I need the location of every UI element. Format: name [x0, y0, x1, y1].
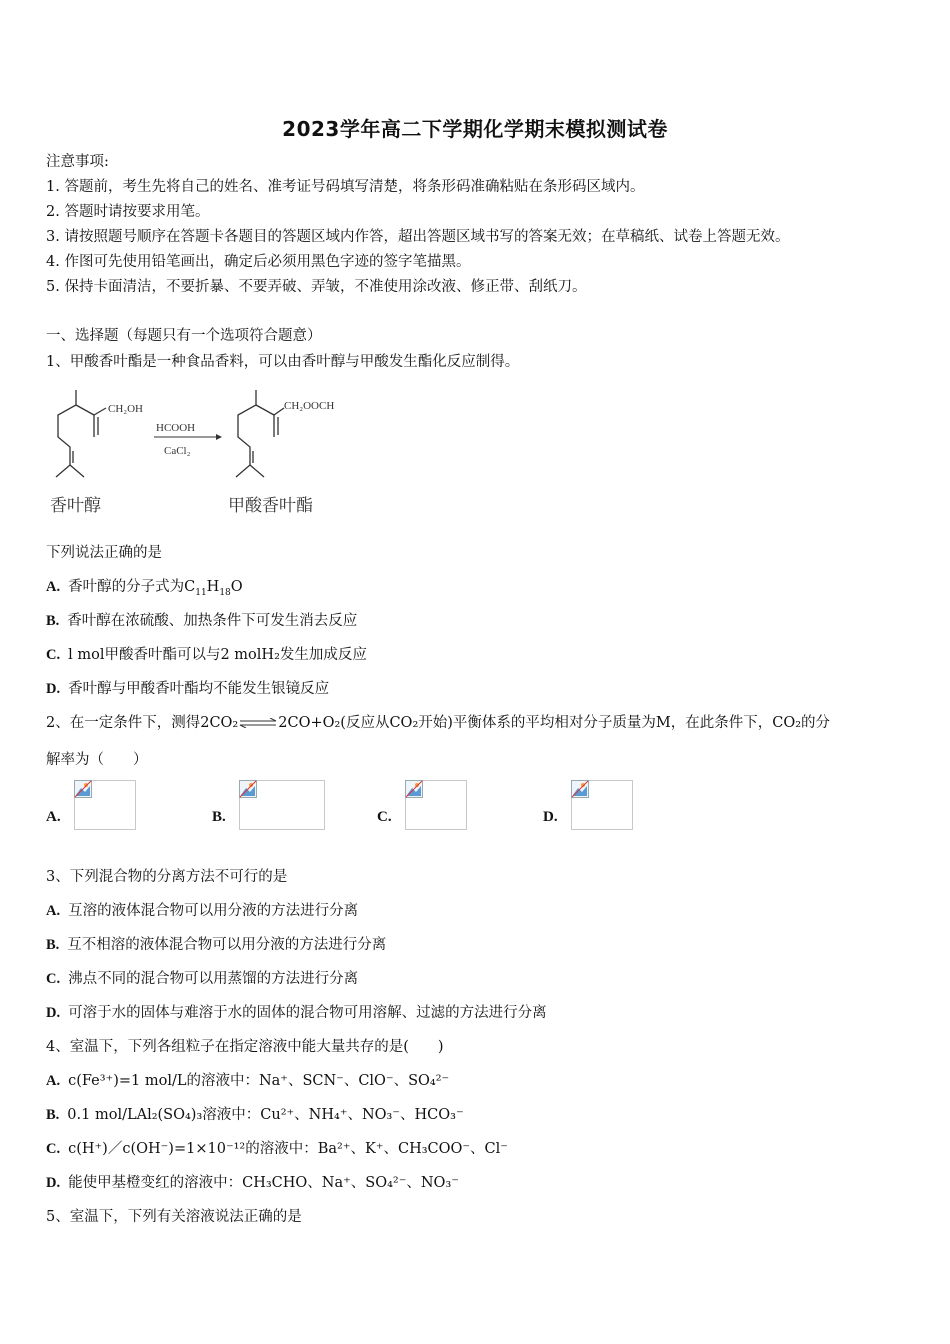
option-text: 香叶醇与甲酸香叶酯均不能发生银镜反应 [68, 681, 330, 697]
q4-option-d [46, 1173, 459, 1193]
option-label: C. [46, 647, 61, 663]
q1-option-c [46, 645, 367, 665]
q2-stem [46, 713, 830, 733]
broken-image-icon [74, 780, 92, 798]
q1-option-a [46, 577, 243, 597]
notice-item: 4. 作图可先使用铅笔画出，确定后必须用黑色字迹的签字笔描黑。 [46, 254, 471, 270]
q5-stem: 5、室温下，下列有关溶液说法正确的是 [46, 1209, 302, 1225]
q2-stem-part: 2CO+O₂(反应从CO₂开始)平衡体系的平均相对分子质量为M，在此条件下，CO₂的分 [278, 715, 831, 731]
option-label: D. [46, 1005, 61, 1021]
notice-heading: 注意事项: [46, 154, 109, 170]
q2-option-c-label: C. [377, 809, 392, 825]
reactant-name: 香叶醇 [50, 496, 101, 516]
option-text: 可溶于水的固体与难溶于水的固体的混合物可用溶解、过滤的方法进行分离 [68, 1005, 547, 1021]
option-text: 互溶的液体混合物可以用分液的方法进行分离 [68, 903, 359, 919]
product-name: 甲酸香叶酯 [228, 496, 313, 516]
q3-option-c [46, 969, 358, 989]
option-label: D. [46, 1175, 61, 1191]
q2-stem-part: 2、在一定条件下，测得2CO₂ [46, 715, 239, 731]
reaction-arrowhead [216, 434, 222, 440]
q3-option-d [46, 1003, 547, 1023]
option-text: l mol甲酸香叶酯可以与2 molH₂发生加成反应 [68, 647, 367, 663]
q4-option-b [46, 1105, 464, 1125]
option-text: 沸点不同的混合物可以用蒸馏的方法进行分离 [68, 971, 359, 987]
option-label: C. [46, 1141, 61, 1157]
q2-option-d-label: D. [543, 809, 558, 825]
option-label: B. [46, 937, 60, 953]
option-text: c(H⁺)／c(OH⁻)=1×10⁻¹²的溶液中：Ba²⁺、K⁺、CH₃COO⁻、Cl⁻ [68, 1141, 508, 1157]
option-label: B. [46, 613, 60, 629]
broken-image-icon [239, 780, 257, 798]
notice-item: 5. 保持卡面清洁，不要折暴、不要弄破、弄皱，不准使用涂改液、修正带、刮纸刀。 [46, 279, 587, 295]
notice-item: 2. 答题时请按要求用笔。 [46, 204, 210, 220]
q2-option-c-image [405, 780, 467, 830]
notice-item: 3. 请按照题号顺序在答题卡各题目的答题区域内作答，超出答题区域书写的答案无效；在草稿纸、试卷上答题无效。 [46, 229, 790, 245]
option-label: B. [46, 1107, 60, 1123]
formula: $C_{11}H_{18}O$ [184, 579, 243, 598]
reaction-diagram [46, 385, 366, 485]
option-text: c(Fe³⁺)=1 mol/L的溶液中：Na⁺、SCN⁻、ClO⁻、SO₄²⁻ [68, 1073, 450, 1089]
reactant-group: CH₂OH [108, 403, 144, 415]
equilibrium-arrow [238, 718, 278, 728]
q3-stem: 3、下列混合物的分离方法不可行的是 [46, 869, 288, 885]
q3-option-a [46, 901, 358, 921]
q1-stem: 1、甲酸香叶酯是一种食品香料，可以由香叶醇与甲酸发生酯化反应制得。 [46, 354, 520, 370]
option-text: 0.1 mol/LAl₂(SO₄)₃溶液中：Cu²⁺、NH₄⁺、NO₃⁻、HCO₃⁻ [67, 1107, 464, 1123]
broken-image-icon [571, 780, 589, 798]
q2-option-d-image [571, 780, 633, 830]
option-text: 能使甲基橙变红的溶液中：CH₃CHO、Na⁺、SO₄²⁻、NO₃⁻ [68, 1175, 459, 1191]
q4-option-a [46, 1071, 449, 1091]
geraniol-structure [56, 390, 106, 477]
q3-option-b [46, 935, 386, 955]
q1-option-b [46, 611, 357, 631]
product-group: CH₂OOCH [284, 400, 335, 412]
q2-option-a-label: A. [46, 809, 61, 825]
section-heading: 一、选择题（每题只有一个选项符合题意） [46, 328, 322, 344]
q4-option-c [46, 1139, 508, 1159]
reagent-bottom: CaCl₂ [164, 445, 191, 457]
notice-item: 1. 答题前，考生先将自己的姓名、准考证号码填写清楚，将条形码准确粘贴在条形码区域内。 [46, 179, 645, 195]
q2-stem-cont: 解率为（ ） [46, 752, 148, 768]
option-text: 香叶醇的分子式为 [68, 579, 185, 595]
broken-image-icon [405, 780, 423, 798]
q2-option-a-image [74, 780, 136, 830]
option-label: C. [46, 971, 61, 987]
q4-stem: 4、室温下，下列各组粒子在指定溶液中能大量共存的是( ) [46, 1039, 444, 1055]
q1-prompt: 下列说法正确的是 [46, 545, 162, 561]
option-label: A. [46, 579, 61, 595]
option-label: A. [46, 1073, 61, 1089]
option-text: 香叶醇在浓硫酸、加热条件下可发生消去反应 [67, 613, 358, 629]
q1-option-d [46, 679, 329, 699]
q2-option-b-label: B. [212, 809, 226, 825]
option-label: A. [46, 903, 61, 919]
page-title: 2023学年高二下学期化学期末模拟测试卷 [282, 117, 668, 141]
reagent-top: HCOOH [156, 422, 196, 434]
geranyl-formate-structure [236, 390, 284, 477]
option-label: D. [46, 681, 61, 697]
option-text: 互不相溶的液体混合物可以用分液的方法进行分离 [67, 937, 387, 953]
q2-option-b-image [239, 780, 325, 830]
